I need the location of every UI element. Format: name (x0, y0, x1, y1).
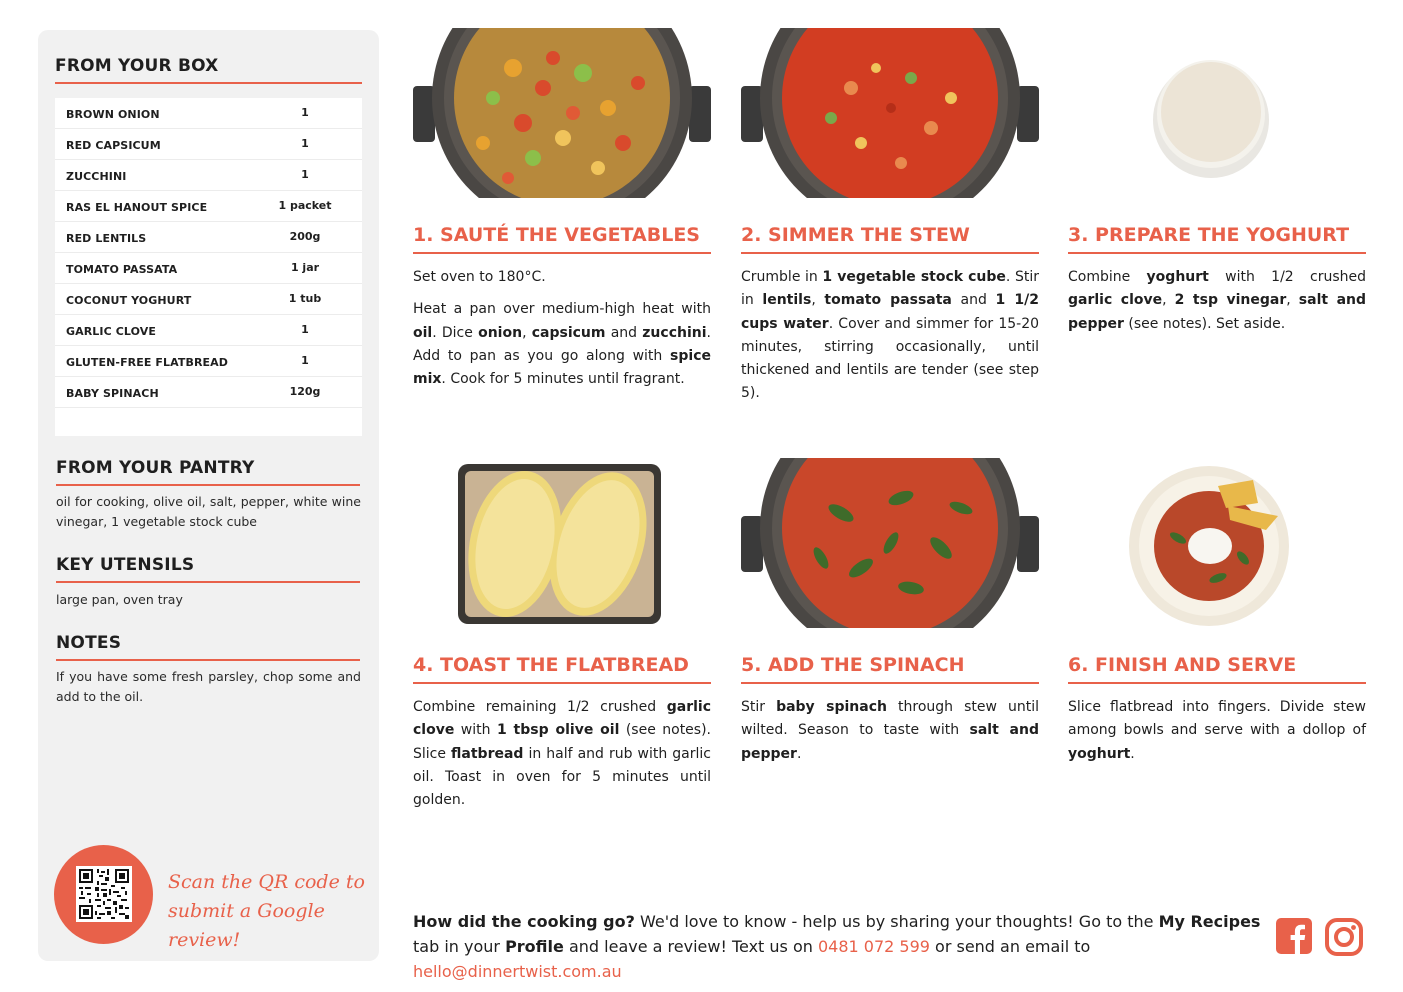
step-paragraph (741, 696, 1039, 766)
my-recipes-label: My Recipes (1158, 912, 1261, 931)
step-text-run: . Add to pan as you go along with (413, 324, 711, 364)
step-text-run: through stew until wilted. Season to taste with (741, 699, 1039, 739)
step-text-run: Set oven to 180°C. (413, 269, 546, 285)
email-link[interactable]: hello@dinnertwist.com.au (413, 962, 622, 981)
step-text-run: and (605, 324, 643, 341)
step-ingredient-emphasis: spice mix (413, 347, 711, 388)
step-ingredient-emphasis: oil (413, 324, 433, 341)
step-text-run: (see notes). Set aside. (1123, 315, 1286, 332)
step-3 (1068, 28, 1366, 428)
step-4 (413, 458, 711, 858)
step-paragraph (413, 696, 711, 812)
ingredient-qty: 1 (301, 106, 309, 119)
phone-link[interactable]: 0481 072 599 (817, 937, 930, 956)
step-title: 1. SAUTÉ THE VEGETABLES (413, 224, 700, 246)
ingredient-name: GARLIC CLOVE (66, 325, 156, 338)
ingredient-qty: 1 packet (278, 199, 332, 212)
ingredient-name: RED CAPSICUM (66, 139, 161, 152)
ingredient-name: TOMATO PASSATA (66, 263, 178, 276)
step-paragraph (1068, 266, 1366, 336)
ingredient-name: GLUTEN-FREE FLATBREAD (66, 356, 229, 369)
step-text-run: . Stir in (741, 269, 1039, 309)
step-text (741, 266, 1039, 406)
ingredient-name: ZUCCHINI (66, 170, 127, 183)
step-text-run: . Cover and simmer for 15-20 minutes, stirring occasionally, until thickened and lentils are tender (see step 5). (741, 315, 1040, 402)
ingredient-qty: 1 (301, 323, 309, 336)
notes-title: NOTES (56, 633, 122, 653)
pantry-text: oil for cooking, olive oil, salt, pepper, white wine vinegar, 1 vegetable stock cube (56, 494, 361, 529)
ingredient-name: COCONUT YOGHURT (66, 294, 192, 307)
divider (741, 252, 1039, 254)
step-title: 5. ADD THE SPINACH (741, 654, 965, 676)
step-ingredient-emphasis: yoghurt (1068, 745, 1131, 762)
step-text-run: with 1/2 crushed (1208, 269, 1366, 285)
ingredient-qty: 200g (289, 230, 321, 243)
ingredient-row (55, 377, 362, 408)
step-3-image (1068, 28, 1366, 198)
ingredient-row (55, 315, 362, 346)
step-title: 2. SIMMER THE STEW (741, 224, 970, 246)
step-text (413, 266, 711, 391)
step-6 (1068, 458, 1366, 858)
step-ingredient-emphasis: 1 vegetable stock cube (822, 269, 1006, 285)
step-text-run: . (796, 745, 802, 762)
ingredient-qty: 1 (301, 168, 309, 181)
step-text-run: and (951, 292, 996, 309)
qr-caption (168, 868, 368, 955)
step-ingredient-emphasis: onion (478, 324, 523, 341)
ingredient-name: RED LENTILS (66, 232, 147, 245)
step-ingredient-emphasis: 1 tbsp olive oil (496, 722, 620, 739)
step-ingredient-emphasis: yoghurt (1146, 269, 1209, 285)
divider (1068, 682, 1366, 684)
feedback-question: How did the cooking go? (413, 912, 635, 931)
step-text (741, 696, 1039, 766)
step-text-run: , (811, 292, 825, 309)
divider (56, 484, 360, 486)
step-text-run: in half and rub with garlic oil. Toast in oven for 5 minutes until golden. (413, 745, 711, 809)
step-text-run: Stir (741, 699, 777, 715)
feedback-text-part: or send an email to (929, 937, 1091, 956)
step-text-run: , (1162, 292, 1175, 309)
ingredient-row (55, 222, 362, 253)
feedback-text-part: tab in your (413, 937, 506, 956)
step-title: 6. FINISH AND SERVE (1068, 654, 1297, 676)
step-4-image (413, 458, 711, 628)
step-title: 4. TOAST THE FLATBREAD (413, 654, 689, 676)
step-1-image (413, 28, 711, 198)
step-text-run: Heat a pan over medium-high heat with (413, 301, 711, 318)
feedback-text-part: We'd love to know - help us by sharing your thoughts! Go to the (634, 912, 1159, 931)
step-ingredient-emphasis: garlic clove (413, 699, 711, 739)
qr-caption-line: Scan the QR code to (168, 871, 365, 893)
feedback-text-part: and leave a review! Text us on (563, 937, 818, 956)
qr-caption-line: submit a Google review! (168, 900, 325, 951)
ingredient-row (55, 98, 362, 129)
step-text-run: Combine (1068, 269, 1147, 285)
step-ingredient-emphasis: baby spinach (776, 699, 887, 715)
step-ingredient-emphasis: capsicum (531, 324, 606, 341)
ingredient-qty: 1 jar (290, 261, 320, 274)
utensils-text: large pan, oven tray (56, 592, 183, 607)
ingredient-row (55, 346, 362, 377)
divider (413, 252, 711, 254)
step-ingredient-emphasis: garlic clove (1068, 292, 1163, 309)
divider (741, 682, 1039, 684)
ingredient-qty: 1 tub (288, 292, 322, 305)
step-1 (413, 28, 711, 428)
divider (413, 682, 711, 684)
step-text-run: (see notes). Slice (413, 722, 711, 762)
ingredient-qty: 1 (301, 354, 309, 367)
step-text-run: with (454, 722, 497, 739)
ingredients-table (55, 98, 362, 436)
step-ingredient-emphasis: salt and pepper (741, 722, 1039, 762)
step-text (413, 696, 711, 812)
step-text-run: Crumble in (741, 269, 823, 285)
step-text-run: Combine remaining 1/2 crushed (413, 699, 667, 715)
ingredient-row (55, 129, 362, 160)
ingredient-row (55, 284, 362, 315)
step-text (1068, 266, 1366, 336)
step-paragraph (413, 266, 711, 289)
step-ingredient-emphasis: 2 tsp vinegar (1174, 292, 1287, 309)
step-ingredient-emphasis: tomato passata (824, 292, 952, 309)
ingredient-name: BABY SPINACH (66, 387, 159, 400)
step-text (1068, 696, 1366, 766)
notes-text: If you have some fresh parsley, chop some and add to the oil. (56, 669, 361, 704)
step-text-run: . Dice (432, 324, 479, 341)
ingredient-qty: 120g (289, 385, 321, 398)
step-text-run: Slice flatbread into fingers. Divide stew among bowls and serve with a dollop of (1068, 699, 1366, 739)
qr-code-icon[interactable] (76, 866, 132, 922)
utensils-title: KEY UTENSILS (56, 555, 195, 575)
profile-label: Profile (505, 937, 564, 956)
ingredient-name: BROWN ONION (66, 108, 160, 121)
ingredient-name: RAS EL HANOUT SPICE (66, 201, 208, 214)
ingredient-qty: 1 (301, 137, 309, 150)
ingredient-row (55, 160, 362, 191)
step-ingredient-emphasis: flatbread (451, 745, 524, 762)
step-ingredient-emphasis: zucchini (642, 324, 707, 341)
step-2 (741, 28, 1039, 428)
step-2-image (741, 28, 1039, 198)
step-ingredient-emphasis: 1 1/2 cups water (741, 292, 1039, 332)
step-text-run: . Cook for 5 minutes until fragrant. (441, 371, 685, 388)
facebook-icon[interactable] (1276, 918, 1312, 954)
step-ingredient-emphasis: salt and pepper (1068, 292, 1367, 332)
divider (56, 581, 360, 583)
step-5 (741, 458, 1039, 858)
pantry-title: FROM YOUR PANTRY (56, 458, 255, 478)
step-text-run: , (1286, 292, 1299, 309)
from-your-box-title: FROM YOUR BOX (55, 56, 219, 76)
step-paragraph (741, 266, 1039, 406)
divider (55, 82, 362, 84)
divider (1068, 252, 1366, 254)
instagram-icon[interactable] (1325, 918, 1363, 956)
divider (56, 659, 360, 661)
feedback-text (413, 909, 1263, 984)
ingredient-row (55, 191, 362, 222)
step-paragraph (1068, 696, 1366, 766)
qr-badge (54, 845, 153, 944)
ingredient-row (55, 253, 362, 284)
step-text-run: . (1130, 745, 1135, 762)
step-paragraph (413, 298, 711, 391)
step-text-run: , (522, 324, 532, 341)
step-6-image (1068, 458, 1366, 628)
step-ingredient-emphasis: lentils (762, 292, 812, 309)
step-5-image (741, 458, 1039, 628)
sidebar (38, 30, 379, 961)
step-title: 3. PREPARE THE YOGHURT (1068, 224, 1350, 246)
